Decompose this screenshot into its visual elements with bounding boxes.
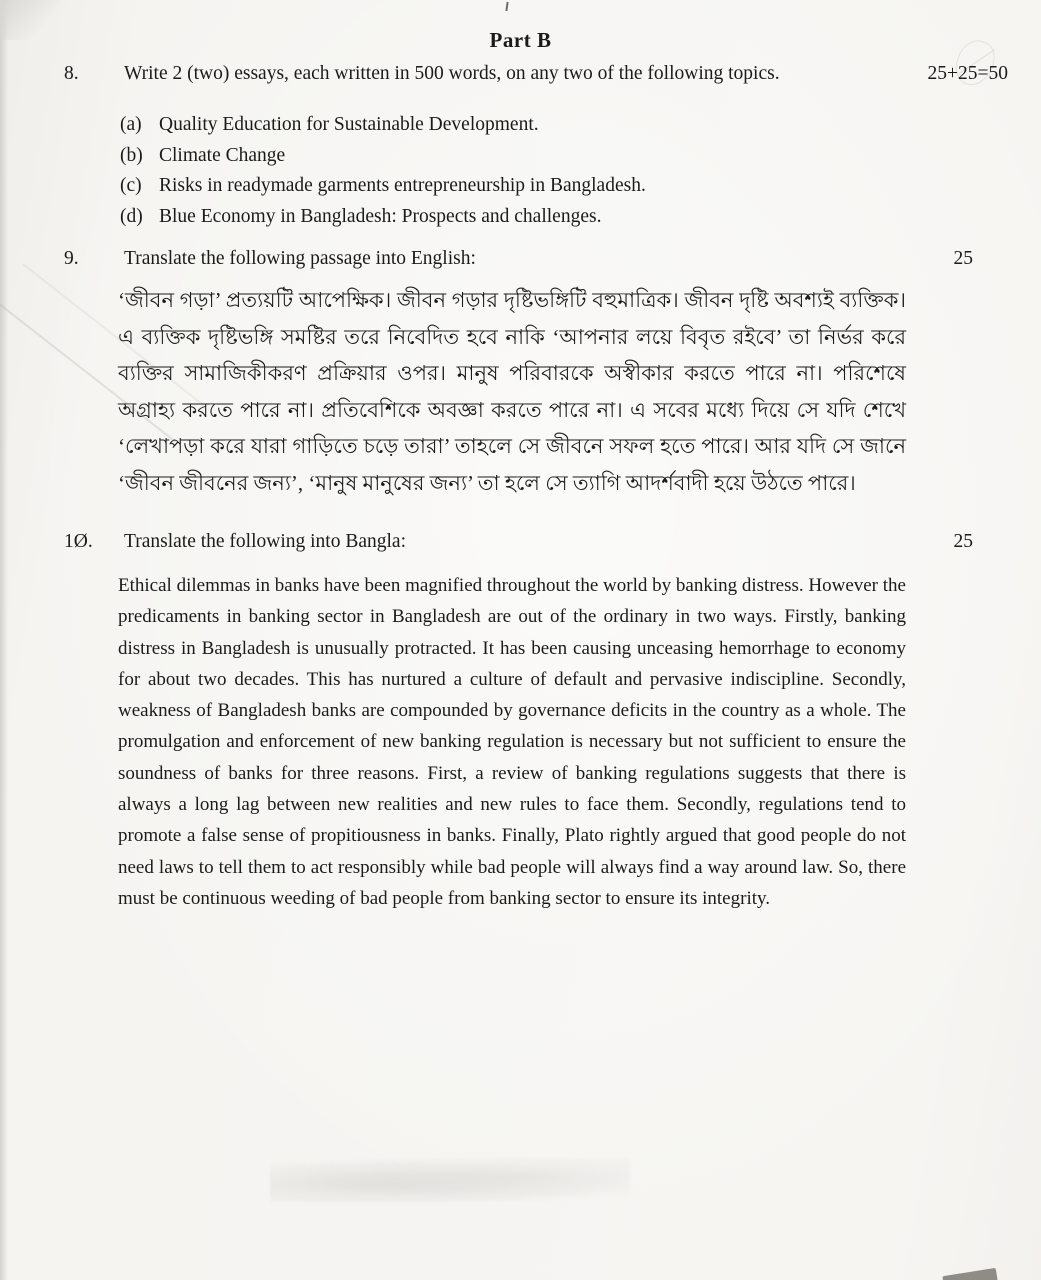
- question-9-number: 9.: [64, 248, 79, 269]
- question-8-number: 8.: [64, 63, 79, 84]
- essay-option-c: [120, 171, 981, 202]
- question-8-prompt: Write 2 (two) essays, each written in 500 words, on any two of the following topics.: [124, 63, 780, 84]
- scan-corner-mark: [942, 1268, 997, 1280]
- essay-option-d: [120, 202, 981, 233]
- option-a-text: Quality Education for Sustainable Development.: [159, 114, 539, 135]
- option-c-text: Risks in readymade garments entrepreneurship in Bangladesh.: [159, 175, 646, 196]
- question-10-prompt: Translate the following into Bangla:: [124, 531, 406, 552]
- essay-topic-options: [120, 110, 981, 232]
- scan-smudge: [270, 1158, 630, 1202]
- question-8-marks: 25+25=50: [927, 63, 1008, 84]
- question-9-row: [64, 248, 1008, 270]
- question-9-marks: 25: [953, 248, 973, 269]
- essay-option-a: [120, 110, 981, 141]
- scan-edge-shadow: [0, 0, 8, 1280]
- question-10-row: [64, 531, 1008, 553]
- option-a-label: (a): [120, 114, 142, 135]
- option-c-label: (c): [120, 175, 142, 196]
- question-9-prompt: Translate the following passage into English:: [124, 248, 476, 269]
- part-title: Part B: [489, 28, 552, 52]
- option-b-text: Climate Change: [159, 144, 286, 166]
- option-b-label: (b): [120, 144, 143, 166]
- english-translation-passage: Ethical dilemmas in banks have been magnified throughout the world by banking distress. However the predicaments in banking sector in Bangladesh are out of the ordinary in two ways. Firstly, banking distress in Bangladesh is unusually protracted. It has been causing unceasing hemorrhage to economy for about two decades. This has nurtured a culture of default and pervasive indiscipline. Secondly, weakness of Bangladesh banks are compounded by governance deficits in the country as a whole. The promulgation and enforcement of new banking regulation is necessary but not sufficient to ensure the soundness of banks for three reasons. First, a review of banking regulations suggests that there is always a long lag between new realities and new rules to face them. Secondly, regulations tend to promote a false sense of propitiousness in banks. Finally, Plato rightly argued that good people do not need laws to tell them to act responsibly while bad people will always find a way around law. So, there must be continuous weeding of bad people from banking sector to ensure its integrity.: [118, 575, 906, 909]
- option-d-text: Blue Economy in Bangladesh: Prospects and challenges.: [159, 205, 602, 227]
- question-10-marks: 25: [953, 531, 973, 552]
- scan-tick-mark: [505, 2, 508, 11]
- question-8-row: [64, 63, 1008, 85]
- bangla-translation-passage: ‘জীবন গড়া’ প্রত্যয়টি আপেক্ষিক। জীবন গড়ার দৃষ্টিভঙ্গিটি বহুমাত্রিক। জীবন দৃষ্টি অবশ্যই ব্যক্তিক। এ ব্যক্তিক দৃষ্টিভঙ্গি সমষ্টির তরে নিবেদিত হবে নাকি ‘আপনার লয়ে বিবৃত রইবে’ তা নির্ভর করে ব্যক্তির সামাজিকীকরণ প্রক্রিয়ার ওপর। মানুষ পরিবারকে অস্বীকার করতে পারে না। পরিশেষে অগ্রাহ্য করতে পারে না। প্রতিবেশিকে অবজ্ঞা করতে পারে না। এ সবের মধ্যে দিয়ে সে যদি শেখে ‘লেখাপড়া করে যারা গাড়িতে চড়ে তারা’ তাহলে সে জীবনে সফল হতে পারে। আর যদি সে জানে ‘জীবন জীবনের জন্য’, ‘মানুষ মানুষের জন্য’ তা হলে সে ত্যাগি আদর্শবাদী হয়ে উঠতে পারে।: [118, 288, 906, 495]
- question-10-number: 1Ø.: [64, 531, 93, 552]
- option-d-label: (d): [120, 205, 143, 227]
- essay-option-b: [120, 141, 981, 172]
